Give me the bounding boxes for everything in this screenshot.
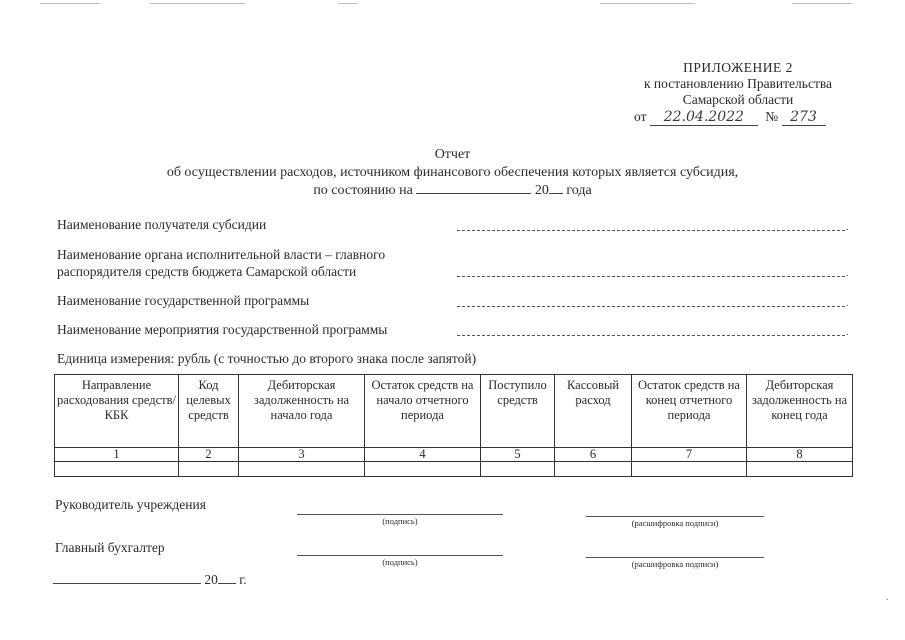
table-row: [55, 462, 853, 477]
year-prefix: 20: [534, 183, 549, 198]
year-blank[interactable]: [549, 193, 563, 194]
field-activity-line[interactable]: [457, 335, 845, 336]
col-header: Направление расходования средств/КБК: [55, 375, 179, 448]
appendix-heading: ПРИЛОЖЕНИЕ 2: [683, 60, 793, 75]
from-label: от: [634, 109, 647, 124]
report-subtitle: об осуществлении расходов, источником финансового обеспечения которых является субсидия,: [166, 165, 739, 180]
decree-ref: [634, 109, 826, 126]
field-activity-label: Наименование мероприятия государственной программы: [57, 322, 388, 337]
as-of-label: по состоянию на: [313, 183, 413, 198]
footer-year-suffix: г.: [239, 572, 247, 587]
head-decoding-caption: (расшифровка подписи): [631, 518, 719, 528]
table-cell[interactable]: [365, 462, 481, 477]
head-signature-line[interactable]: [297, 514, 503, 515]
report-date-line: [0, 182, 905, 199]
footer-date: [53, 572, 247, 588]
field-authority-label-2: распорядителя средств бюджета Самарской области: [57, 264, 357, 279]
table-cell[interactable]: [179, 462, 239, 477]
scan-artifact: [40, 3, 100, 4]
field-authority-label-1: Наименование органа исполнительной власти – главного: [57, 247, 386, 262]
col-number: 7: [632, 448, 747, 462]
head-signature-caption: (подпись): [382, 516, 418, 526]
col-number: 8: [747, 448, 853, 462]
table-cell[interactable]: [632, 462, 747, 477]
col-number: 2: [179, 448, 239, 462]
scan-artifact: [792, 3, 852, 4]
table-cell[interactable]: [55, 462, 179, 477]
field-recipient-label: Наименование получателя субсидии: [57, 217, 267, 232]
date-blank[interactable]: [416, 193, 531, 194]
appendix-line2: Самарской области: [682, 92, 794, 107]
line-end-dot: .: [846, 268, 849, 279]
col-header: Дебиторская задолженность на конец года: [747, 375, 853, 448]
line-end-dot: .: [846, 222, 849, 233]
col-header: Дебиторская задолженность на начало года: [239, 375, 365, 448]
col-header: Кассовый расход: [555, 375, 632, 448]
decree-number-handwritten: 273: [782, 109, 826, 126]
line-end-dot: .: [846, 327, 849, 338]
number-label: №: [765, 109, 779, 124]
col-number: 5: [481, 448, 555, 462]
decree-date-handwritten: 22.04.2022: [650, 109, 758, 126]
field-recipient-line[interactable]: [457, 230, 845, 231]
table-cell[interactable]: [555, 462, 632, 477]
appendix-block: [618, 60, 858, 108]
col-number: 6: [555, 448, 632, 462]
field-program-label: Наименование государственной программы: [57, 293, 310, 308]
column-number-row: [55, 448, 853, 462]
table-header-row: [55, 375, 853, 448]
year-suffix: года: [566, 183, 592, 198]
scan-artifact: [338, 3, 358, 4]
head-label: Руководитель учреждения: [55, 497, 206, 512]
accountant-decoding-caption: (расшифровка подписи): [631, 559, 719, 569]
field-program-line[interactable]: [457, 306, 845, 307]
col-header: Поступило средств: [481, 375, 555, 448]
accountant-decoding-line[interactable]: [586, 557, 764, 558]
unit-of-measure: Единица измерения: рубль (с точностью до второго знака после запятой): [57, 351, 477, 366]
col-number: 3: [239, 448, 365, 462]
accountant-signature-line[interactable]: [297, 555, 503, 556]
table-cell[interactable]: [239, 462, 365, 477]
scan-speck: .: [886, 592, 889, 603]
report-title: Отчет: [434, 147, 471, 162]
col-header: Остаток средств на конец отчетного периода: [632, 375, 747, 448]
head-decoding-line[interactable]: [586, 516, 764, 517]
field-authority-line[interactable]: [457, 276, 845, 277]
footer-date-blank[interactable]: [53, 583, 201, 584]
accountant-label: Главный бухгалтер: [55, 540, 165, 555]
line-end-dot: .: [846, 298, 849, 309]
accountant-signature-caption: (подпись): [382, 557, 418, 567]
footer-year-blank[interactable]: [218, 583, 236, 584]
report-table: [54, 374, 853, 477]
table-cell[interactable]: [747, 462, 853, 477]
appendix-line1: к постановлению Правительства: [643, 76, 833, 91]
col-number: 1: [55, 448, 179, 462]
col-number: 4: [365, 448, 481, 462]
table-cell[interactable]: [481, 462, 555, 477]
col-header: Код целевых средств: [179, 375, 239, 448]
scan-artifact: [150, 3, 245, 4]
footer-year-prefix: 20: [204, 572, 218, 587]
scan-artifact: [600, 3, 695, 4]
col-header: Остаток средств на начало отчетного периода: [365, 375, 481, 448]
